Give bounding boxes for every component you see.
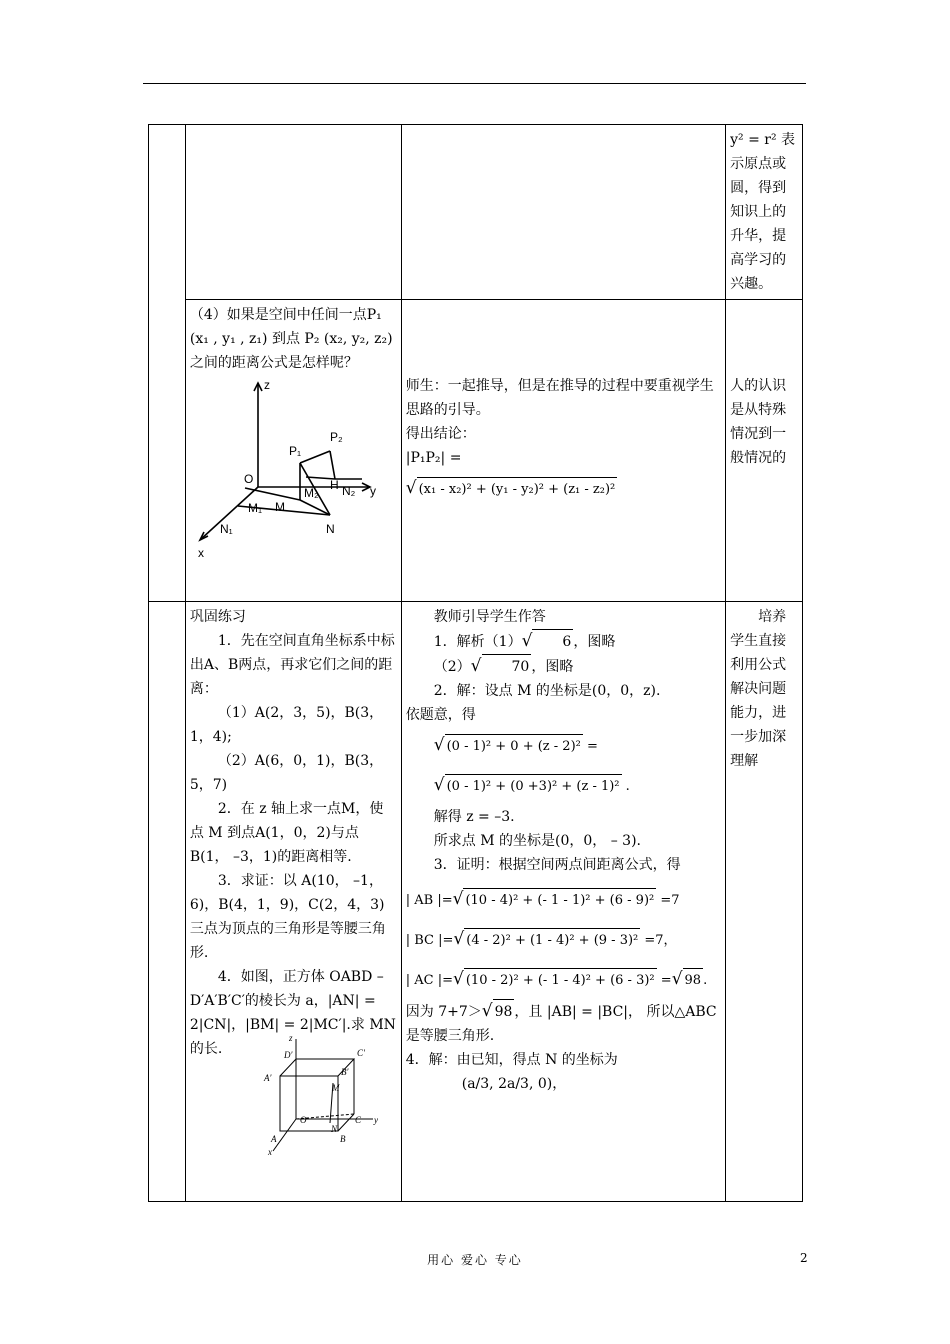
content-cell — [185, 300, 401, 602]
cube-d1-label: D′ — [283, 1050, 293, 1060]
exercise-1a: （1）A(2，3，5)，B(3，1，4); — [189, 705, 384, 745]
ac-formula: | AC |=√ (10 - 2)² + (- 1 - 4)² + (6 - 3)² =√ 98 . — [406, 967, 721, 993]
exercise-title: 巩固练习 — [189, 609, 246, 625]
answer-3: 3．证明：根据空间两点间距离公式，得 — [433, 857, 681, 873]
answer-2c: 解得 z = –3. — [433, 809, 515, 825]
activity-cell — [401, 125, 725, 300]
x-axis-label: x — [197, 546, 204, 560]
distance-lhs: |P₁P₂| = — [405, 450, 462, 466]
distance-formula: √ (x₁ - x₂)² + (y₁ - y₂)² + (z₁ - z₂)² — [406, 476, 721, 502]
question-text: （4）如果是空间中任间一点P₁ (x₁ , y₁ , z₁) 到点 P₂ (x₂, y₂, z₂)之间的距离公式是怎样呢？ — [189, 307, 393, 371]
cube-o-label: O — [299, 1115, 307, 1125]
p2-label: P₂ — [329, 430, 343, 444]
exercise-2: 2．在 z 轴上求一点M，使点 M 到点A(1，0，2)与点B(1， –3，1)的距离相等. — [189, 801, 384, 865]
cube-a1-label: A′ — [263, 1073, 272, 1083]
answer-1a: 1．解析（1）√ 6 ，图略 — [406, 629, 721, 654]
answer-1b: （2）√ 70 ，图略 — [406, 654, 721, 679]
exercise-4-tail: 的长. — [189, 1041, 223, 1057]
content-cell — [185, 602, 401, 1202]
distance-figure — [190, 375, 397, 560]
intent-text: y² = r² 表示原点或圆，得到知识上的升华，提高学习的兴趣。 — [730, 132, 796, 292]
answer-2d: 所求点 M 的坐标是(0，0， – 3). — [433, 833, 641, 849]
ab-formula: | AB |=√ (10 - 4)² + (- 1 - 1)² + (6 - 9)² =7 — [406, 887, 721, 913]
bc-formula: | BC |=√ (4 - 2)² + (1 - 4)² + (9 - 3)² =7， — [406, 927, 721, 953]
stage-cell — [149, 125, 186, 602]
activity-cell — [401, 602, 725, 1202]
h-label: H — [329, 478, 339, 492]
n2-label: N₂ — [341, 484, 356, 498]
cube-b1-label: B′ — [340, 1067, 349, 1077]
z-axis-label: z — [263, 378, 270, 392]
stage-cell — [149, 602, 186, 1202]
answer-title: 教师引导学生作答 — [433, 609, 546, 625]
conclusion-label: 得出结论： — [405, 426, 476, 442]
m-label: M — [274, 500, 285, 514]
n-label: N — [325, 522, 335, 536]
answer-2b: 依题意，得 — [405, 707, 476, 723]
m2-label: M₂ — [303, 486, 319, 500]
table-row — [149, 300, 803, 602]
answer-2-formula-1: √ (0 - 1)² + 0 + (z - 2)² = — [434, 733, 721, 759]
intent-cell — [726, 125, 803, 300]
answer-4: 4．解：由已知，得点 N 的坐标为 — [405, 1052, 618, 1068]
exercise-4: 4．如图，正方体 OABD – D′A′B′C′的棱长为 a，|AN| = 2|CN|，|BM| = 2|MC′|.求 MN — [189, 969, 396, 1033]
table-row — [149, 125, 803, 300]
cube-z-label: z — [288, 1033, 293, 1043]
cube-y-label: y — [373, 1115, 378, 1125]
cube-a-label: A — [270, 1134, 277, 1144]
table-row — [149, 602, 803, 1202]
y-axis-label: y — [369, 484, 376, 498]
cube-c1-label: C′ — [356, 1048, 365, 1058]
n-coordinate: (a/3, 2a/3, 0)， — [461, 1076, 567, 1092]
cube-c-label: C — [354, 1115, 361, 1125]
origin-label: O — [243, 472, 254, 486]
header-rule — [143, 83, 806, 84]
answer-2-formula-2: √ (0 - 1)² + (0 +3)² + (z - 1)² . — [434, 773, 721, 799]
cube-m-label: M — [331, 1083, 340, 1093]
activity-cell — [401, 300, 725, 602]
p1-label: P₁ — [288, 444, 301, 458]
exercise-1b: （2）A(6，0，1)，B(3，5，7) — [189, 753, 384, 793]
cube-n-label: N — [330, 1124, 337, 1134]
m1-label: M₁ — [247, 501, 262, 515]
cube-figure — [258, 1031, 383, 1156]
n1-label: N₁ — [219, 522, 233, 536]
footer-motto: 用心 爱心 专心 — [427, 1253, 523, 1267]
intent-cell — [726, 300, 803, 602]
answer-3b: 因为 7+7＞√ 98 ，且 |AB| = |BC|， 所以△ABC 是等腰三角形. — [405, 1001, 717, 1044]
teacher-text: 师生：一起推导，但是在推导的过程中要重视学生思路的引导。 — [405, 378, 714, 418]
exercise-1: 1．先在空间直角坐标系中标出A、B两点，再求它们之间的距离： — [189, 633, 395, 697]
intent-text: 培养学生直接利用公式解决问题能力，进一步加深理解 — [730, 609, 787, 769]
exercise-3: 3．求证：以 A(10， –1，6)，B(4，1，9)，C(2，4，3)三点为顶点的三角形是等腰三角形. — [189, 873, 386, 961]
intent-cell — [726, 602, 803, 1202]
page-number: 2 — [800, 1251, 808, 1265]
lesson-table — [148, 124, 803, 1202]
answer-2: 2．解：设点 M 的坐标是(0，0，z). — [433, 683, 661, 699]
intent-text: 人的认识是从特殊情况到一般情况的 — [730, 378, 787, 466]
cube-b-label: B — [339, 1134, 346, 1144]
cube-x-label: x — [267, 1147, 272, 1156]
content-cell — [185, 125, 401, 300]
